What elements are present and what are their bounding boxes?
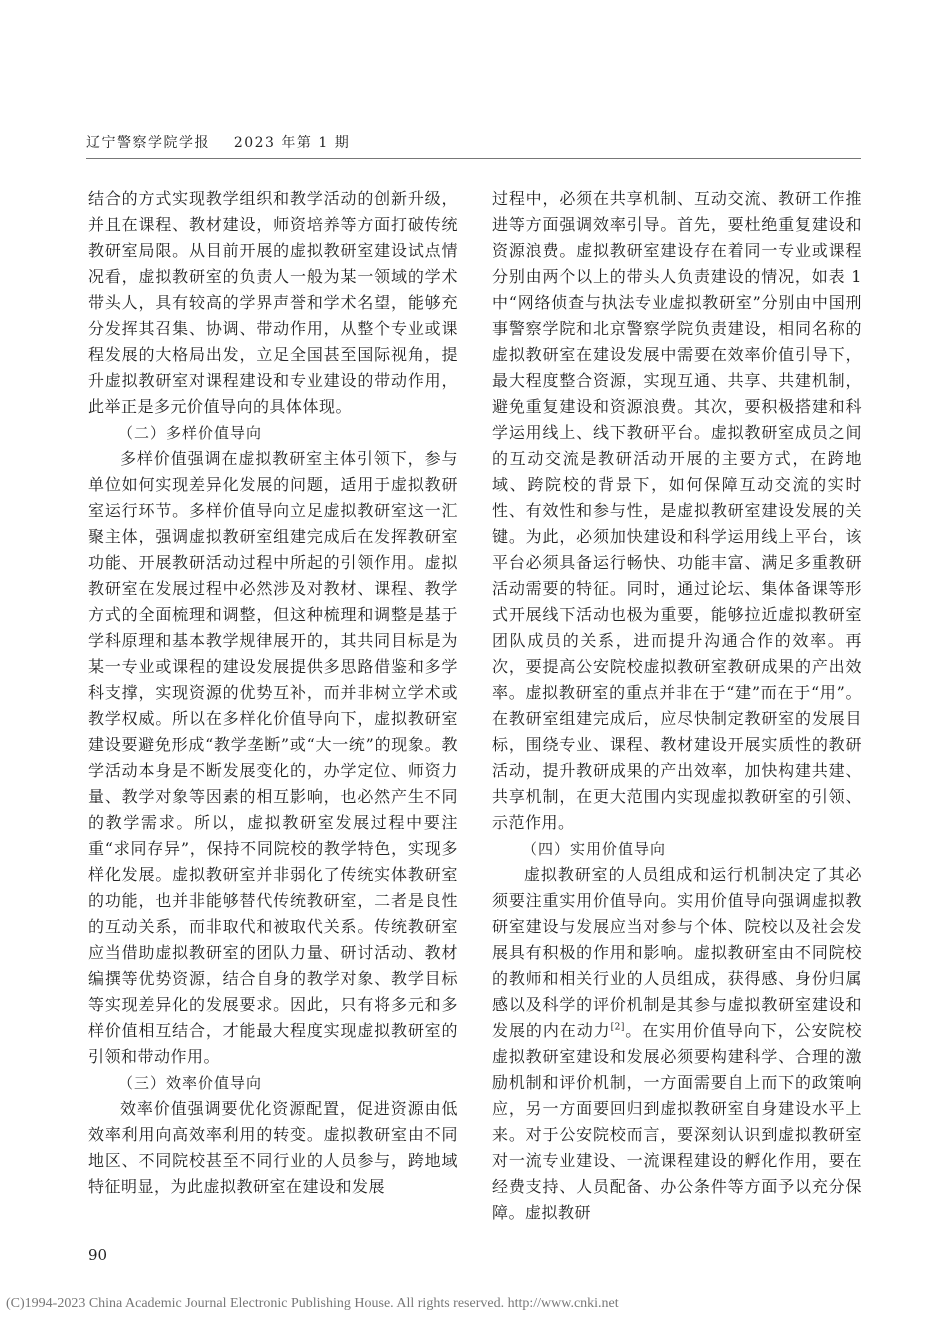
running-header	[86, 132, 350, 152]
paragraph-text: 虚拟教研室的人员组成和运行机制决定了其必须要注重实用价值导向。实用价值导向强调虚拟教研室建设与发展应当对参与个体、院校以及社会发展具有积极的作用和影响。虚拟教研室由不同院校的教师和相关行业的人员组成，获得感、身份归属感以及科学的评价机制是其参与虚拟教研室建设和发展的内在动力	[492, 865, 862, 1040]
journal-name: 辽宁警察学院学报	[86, 135, 210, 151]
paragraph: 结合的方式实现教学组织和教学活动的创新升级，并且在课程、教材建设，师资培养等方面打破传统教研室局限。从目前开展的虚拟教研室建设试点情况看，虚拟教研室的负责人一般为某一领域的学术带头人，具有较高的学界声誉和学术名望，能够充分发挥其召集、协调、带动作用，从整个专业或课程发展的大格局出发，立足全国甚至国际视角，提升虚拟教研室对课程建设和专业建设的带动作用，此举正是多元价值导向的具体体现。	[88, 189, 458, 416]
paragraph	[492, 862, 862, 1226]
paragraph: 效率价值强调要优化资源配置，促进资源由低效率利用向高效率利用的转变。虚拟教研室由不同地区、不同院校甚至不同行业的人员参与，跨地域特征明显，为此虚拟教研室在建设和发展	[88, 1099, 458, 1196]
paragraph: 多样价值强调在虚拟教研室主体引领下，参与单位如何实现差异化发展的问题，适用于虚拟教研室运行环节。多样价值导向立足虚拟教研室这一汇聚主体，强调虚拟教研室组建完成后在发挥教研室功能、开展教研活动过程中所起的引领作用。虚拟教研室在发展过程中必然涉及对教材、课程、教学方式的全面梳理和调整，但这种梳理和调整是基于学科原理和基本教学规律展开的，其共同目标是为某一专业或课程的建设发展提供多思路借鉴和多学科支撑，实现资源的优势互补，而并非树立学术或教学权威。所以在多样化价值导向下，虚拟教研室建设要避免形成“教学垄断”或“大一统”的现象。教学活动本身是不断发展变化的，办学定位、师资力量、教学对象等因素的相互影响，也必然产生不同的教学需求。所以，虚拟教研室发展过程中要注重“求同存异”，保持不同院校的教学特色，实现多样化发展。虚拟教研室并非弱化了传统实体教研室的功能，也并非能够替代传统教研室，二者是良性的互动关系，而非取代和被取代关系。传统教研室应当借助虚拟教研室的团队力量、研讨活动、教材编撰等优势资源，结合自身的教学对象、教学目标等实现差异化的发展要求。因此，只有将多元和多样价值相互结合，才能最大程度实现虚拟教研室的引领和带动作用。	[88, 449, 458, 1066]
paragraph-text: 。在实用价值导向下，公安院校虚拟教研室建设和发展必须要构建科学、合理的激励机制和评价机制，一方面需要自上而下的政策响应，另一方面要回归到虚拟教研室自身建设水平上来。对于公安院校而言，要深刻认识到虚拟教研室对一流专业建设、一流课程建设的孵化作用，要在经费支持、人员配备、办公条件等方面予以充分保障。虚拟教研	[492, 1021, 862, 1222]
page-number: 90	[88, 1246, 108, 1264]
section-heading: （四）实用价值导向	[522, 840, 667, 858]
section-heading: （三）效率价值导向	[118, 1074, 263, 1092]
right-column	[492, 186, 862, 1226]
paragraph: 过程中，必须在共享机制、互动交流、教研工作推进等方面强调效率引导。首先，要杜绝重复建设和资源浪费。虚拟教研室建设存在着同一专业或课程分别由两个以上的带头人负责建设的情况，如表 1 中“网络侦查与执法专业虚拟教研室”分别由中国刑事警察学院和北京警察学院负责建设，相同名称的虚拟教研室在建设发展中需要在效率价值引导下，最大程度整合资源，实现互通、共享、共建机制，避免重复建设和资源浪费。其次，要积极搭建和科学运用线上、线下教研平台。虚拟教研室成员之间的互动交流是教研活动开展的主要方式，在跨地域、跨院校的背景下，如何保障互动交流的实时性、有效性和参与性，是虚拟教研室建设发展的关键。为此，必须加快建设和科学运用线上平台，该平台必须具备运行畅快、功能丰富、满足多重教研活动需要的特征。同时，通过论坛、集体备课等形式开展线下活动也极为重要，能够拉近虚拟教研室团队成员的关系，进而提升沟通合作的效率。再次，要提高公安院校虚拟教研室教研成果的产出效率。虚拟教研室的重点并非在于“建”而在于“用”。在教研室组建完成后，应尽快制定教研室的发展目标，围绕专业、课程、教材建设开展实质性的教研活动，提升教研成果的产出效率，加快构建共建、共享机制，在更大范围内实现虚拟教研室的引领、示范作用。	[492, 189, 862, 832]
header-divider	[86, 158, 861, 159]
copyright-notice: (C)1994-2023 China Academic Journal Electronic Publishing House. All rights reserved. http://www.cnki.net	[6, 1296, 619, 1311]
citation-ref[interactable]: [2]	[610, 1022, 625, 1033]
section-heading: （二）多样价值导向	[118, 424, 263, 442]
left-column	[88, 186, 458, 1200]
journal-issue: 2023 年第 1 期	[233, 135, 351, 151]
